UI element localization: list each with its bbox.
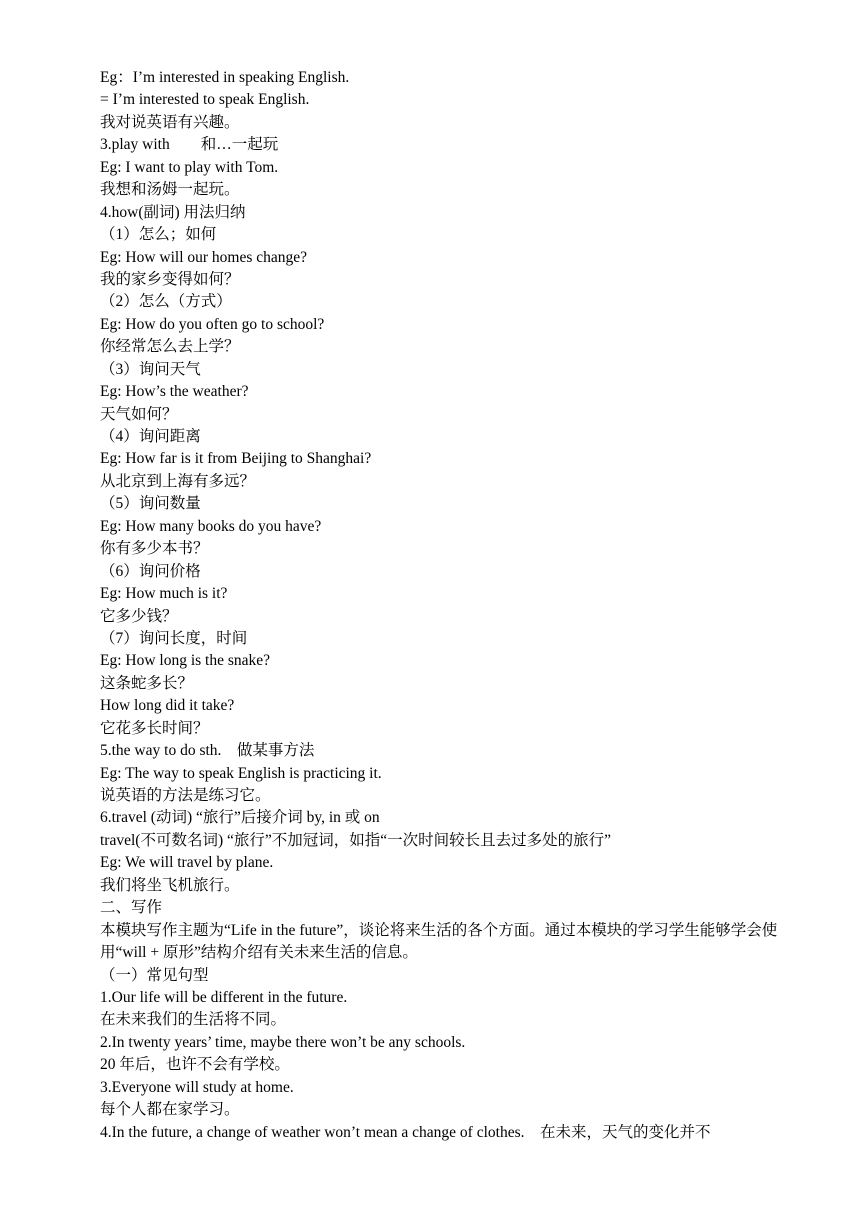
text-line: 这条蛇多长？: [100, 674, 194, 692]
text-line: How long did it take?: [100, 697, 235, 715]
text-line: （5）询问数量: [100, 495, 201, 513]
text-line: 20 年后，也许不会有学校。: [100, 1056, 290, 1074]
text-line: 5.the way to do sth. 做某事方法: [100, 742, 315, 760]
text-line: Eg: We will travel by plane.: [100, 854, 274, 872]
text-line: Eg：I’m interested in speaking English.: [100, 69, 350, 86]
text-line: 3.Everyone will study at home.: [100, 1078, 294, 1096]
text-line: （6）询问价格: [100, 562, 201, 580]
text-line: （4）询问距离: [100, 428, 201, 445]
text-line: 它多少钱？: [100, 607, 178, 625]
text-line: 我想和汤姆一起玩。: [100, 181, 240, 199]
text-line: （3）询问天气: [100, 360, 201, 378]
text-line: 3.play with 和…一起玩: [100, 136, 279, 154]
text-line: 说英语的方法是练习它。: [100, 787, 271, 804]
text-line: 从北京到上海有多远？: [100, 472, 256, 490]
section-heading: 二、写作: [100, 899, 163, 917]
text-line: 6.travel (动词) “旅行”后接介词 by, in 或 on: [100, 809, 380, 827]
section-heading: 4.how(副词) 用法归纳: [100, 203, 246, 221]
text-line: 1.Our life will be different in the future.: [100, 988, 348, 1006]
subsection-heading: （一）常见句型: [100, 966, 209, 984]
text-line: 在未来我们的生活将不同。: [100, 1011, 287, 1029]
text-line: Eg: How do you often go to school?: [100, 315, 325, 333]
text-line: Eg: How many books do you have?: [100, 517, 322, 535]
text-line: 它花多长时间？: [100, 719, 209, 737]
text-line: travel(不可数名词) “旅行”不加冠词，如指“一次时间较长且去过多处的旅行”: [100, 831, 612, 849]
text-line: 4.In the future, a change of weather won’t mean a change of clothes. 在未来，天气的变化并不: [100, 1123, 711, 1141]
text-line: （1）怎么；如何: [100, 226, 217, 244]
document-body: [100, 67, 800, 1144]
text-line: Eg: The way to speak English is practicing it.: [100, 764, 382, 782]
text-line: 我的家乡变得如何？: [100, 270, 240, 288]
text-line: 天气如何？: [100, 405, 178, 423]
text-line: 2.In twenty years’ time, maybe there won’t be any schools.: [100, 1033, 466, 1051]
text-line: （7）询问长度，时间: [100, 629, 248, 647]
text-line: 我们将坐飞机旅行。: [100, 876, 240, 894]
text-line: Eg: How far is it from Beijing to Shanghai?: [100, 450, 372, 468]
text-line: Eg: How much is it?: [100, 585, 228, 603]
text-line: Eg: I want to play with Tom.: [100, 158, 279, 176]
text-line: 你经常怎么去上学？: [100, 338, 240, 356]
text-line: 你有多少本书？: [100, 540, 209, 558]
text-line: = I’m interested to speak English.: [100, 91, 310, 109]
text-line: Eg: How long is the snake?: [100, 652, 271, 670]
text-line: Eg: How’s the weather?: [100, 383, 249, 401]
paragraph: 本模块写作主题为“Life in the future”，谈论将来生活的各个方面。通过本模块的学习学生能够学会使用“will + 原形”结构介绍有关未来生活的信息。: [100, 921, 778, 962]
text-line: Eg: How will our homes change?: [100, 248, 308, 266]
text-line: （2）怎么（方式）: [100, 293, 232, 311]
text-line: 每个人都在家学习。: [100, 1101, 240, 1119]
text-line: 我对说英语有兴趣。: [100, 113, 240, 131]
